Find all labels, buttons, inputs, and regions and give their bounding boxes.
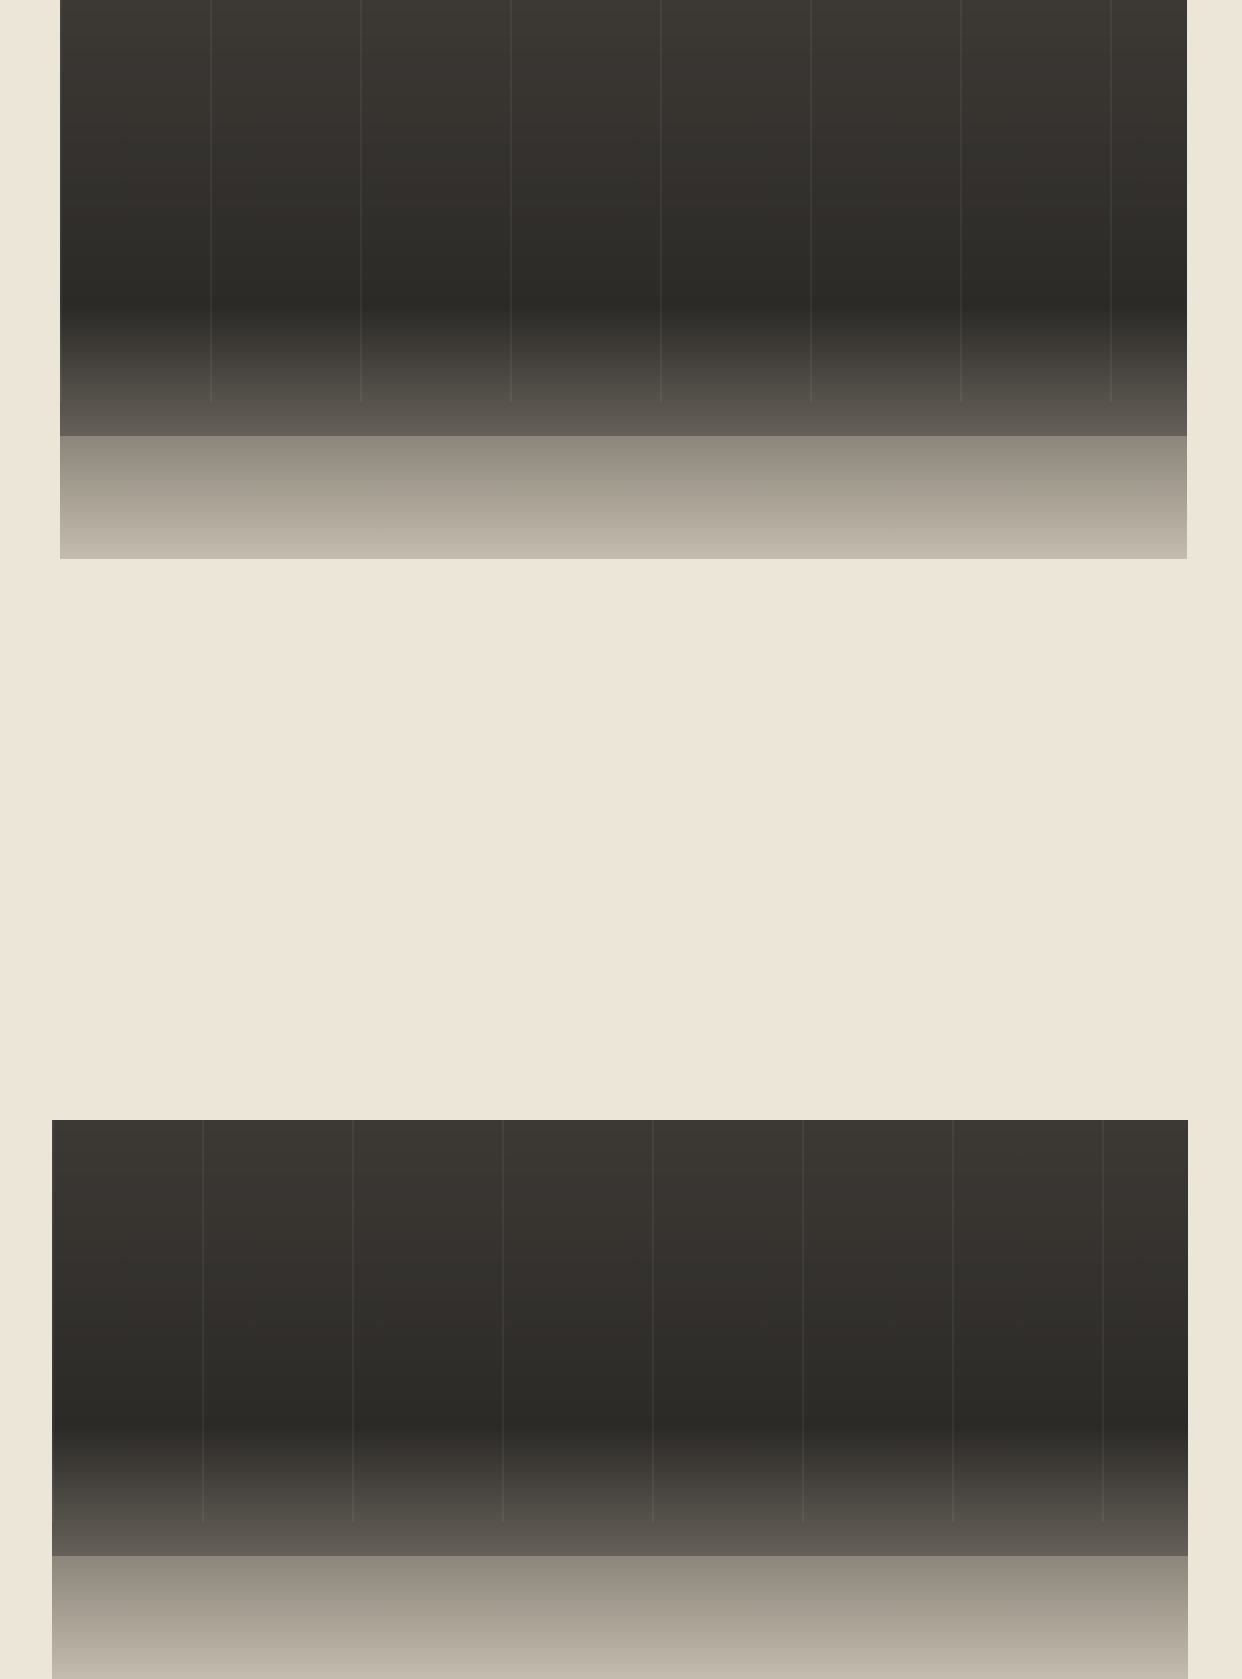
floor bbox=[60, 436, 1187, 559]
floor bbox=[52, 1556, 1188, 1679]
bottom-group-photo bbox=[52, 1120, 1188, 1679]
wood-panel-wall bbox=[60, 0, 1187, 402]
wood-panel-wall bbox=[52, 1120, 1188, 1522]
top-group-photo bbox=[60, 0, 1187, 559]
